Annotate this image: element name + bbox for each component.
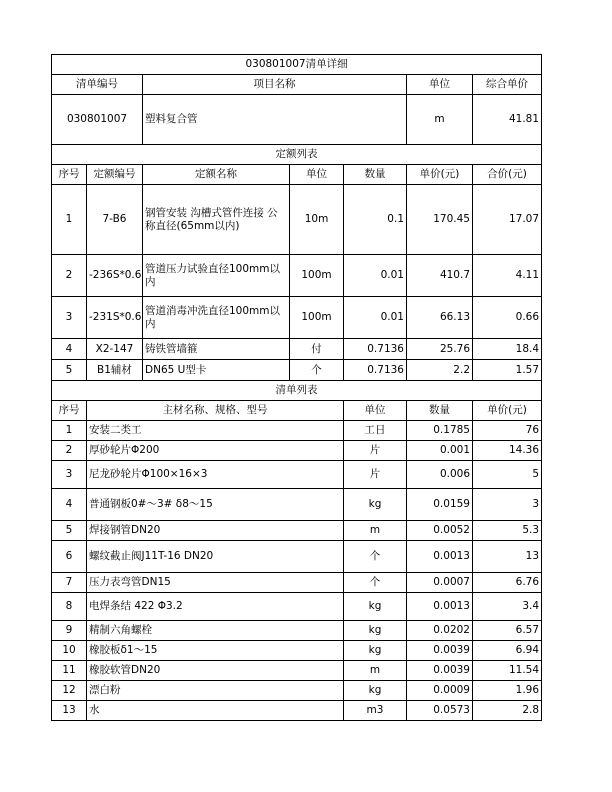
material-no: 4 xyxy=(52,489,87,521)
item-name: 塑料复合管 xyxy=(143,95,407,145)
quota-col-header: 定额名称 xyxy=(143,165,290,185)
quota-qty: 0.01 xyxy=(344,255,407,297)
material-unit: kg xyxy=(344,681,407,701)
material-unit: kg xyxy=(344,593,407,621)
quota-code: 7-B6 xyxy=(87,185,143,255)
quota-unit: 100m xyxy=(290,297,344,339)
material-unit: kg xyxy=(344,621,407,641)
material-qty: 0.006 xyxy=(407,461,473,489)
material-price: 6.57 xyxy=(473,621,542,641)
material-qty: 0.1785 xyxy=(407,421,473,441)
material-name: 橡胶软管DN20 xyxy=(87,661,344,681)
table-row xyxy=(52,360,542,381)
quota-unit: 100m xyxy=(290,255,344,297)
material-unit: m xyxy=(344,661,407,681)
material-qty: 0.0013 xyxy=(407,541,473,573)
material-qty: 0.001 xyxy=(407,441,473,461)
material-name: 水 xyxy=(87,701,344,721)
materials-col-header: 单位 xyxy=(344,401,407,421)
quota-qty: 0.7136 xyxy=(344,360,407,381)
material-qty: 0.0039 xyxy=(407,641,473,661)
quota-name: 钢管安装 沟槽式管件连接 公称直径(65mm以内) xyxy=(143,185,290,255)
table-row xyxy=(52,521,542,541)
table-row xyxy=(52,681,542,701)
quota-unit: 10m xyxy=(290,185,344,255)
material-price: 2.8 xyxy=(473,701,542,721)
material-price: 5.3 xyxy=(473,521,542,541)
detail-table xyxy=(51,54,542,721)
quota-col-header: 单价(元) xyxy=(407,165,473,185)
quota-total: 17.07 xyxy=(473,185,542,255)
material-price: 6.94 xyxy=(473,641,542,661)
table-row xyxy=(52,297,542,339)
table-row xyxy=(52,255,542,297)
material-no: 12 xyxy=(52,681,87,701)
material-no: 1 xyxy=(52,421,87,441)
material-price: 13 xyxy=(473,541,542,573)
quota-qty: 0.01 xyxy=(344,297,407,339)
quota-price: 66.13 xyxy=(407,297,473,339)
material-qty: 0.0159 xyxy=(407,489,473,521)
material-name: 漂白粉 xyxy=(87,681,344,701)
table-row xyxy=(52,701,542,721)
quota-no: 1 xyxy=(52,185,87,255)
material-price: 11.54 xyxy=(473,661,542,681)
unit-header: 单位 xyxy=(407,75,473,95)
table-row xyxy=(52,489,542,521)
material-price: 3.4 xyxy=(473,593,542,621)
page-title: 030801007清单详细 xyxy=(52,55,542,75)
material-qty: 0.0007 xyxy=(407,573,473,593)
quota-col-header: 定额编号 xyxy=(87,165,143,185)
material-qty: 0.0013 xyxy=(407,593,473,621)
table-row xyxy=(52,185,542,255)
material-no: 11 xyxy=(52,661,87,681)
quota-name: 管道消毒冲洗直径100mm以内 xyxy=(143,297,290,339)
table-row xyxy=(52,661,542,681)
material-price: 1.96 xyxy=(473,681,542,701)
item-price: 41.81 xyxy=(473,95,542,145)
material-unit: m xyxy=(344,521,407,541)
quota-qty: 0.1 xyxy=(344,185,407,255)
material-name: 螺纹截止阀J11T-16 DN20 xyxy=(87,541,344,573)
material-no: 5 xyxy=(52,521,87,541)
material-qty: 0.0052 xyxy=(407,521,473,541)
quota-col-header: 单位 xyxy=(290,165,344,185)
quota-section-title: 定额列表 xyxy=(52,145,542,165)
quota-code: -236S*0.6 xyxy=(87,255,143,297)
table-row xyxy=(52,621,542,641)
table-row xyxy=(52,461,542,489)
material-price: 76 xyxy=(473,421,542,441)
material-no: 13 xyxy=(52,701,87,721)
material-price: 6.76 xyxy=(473,573,542,593)
table-row xyxy=(52,421,542,441)
material-qty: 0.0039 xyxy=(407,661,473,681)
quota-price: 410.7 xyxy=(407,255,473,297)
material-no: 3 xyxy=(52,461,87,489)
materials-col-header: 序号 xyxy=(52,401,87,421)
material-no: 7 xyxy=(52,573,87,593)
material-name: 精制六角螺栓 xyxy=(87,621,344,641)
quota-name: DN65 U型卡 xyxy=(143,360,290,381)
price-header: 综合单价 xyxy=(473,75,542,95)
material-name: 压力表弯管DN15 xyxy=(87,573,344,593)
material-name: 尼龙砂轮片Φ100×16×3 xyxy=(87,461,344,489)
material-qty: 0.0573 xyxy=(407,701,473,721)
material-name: 电焊条结 422 Φ3.2 xyxy=(87,593,344,621)
quota-price: 170.45 xyxy=(407,185,473,255)
material-unit: m3 xyxy=(344,701,407,721)
materials-col-header: 单价(元) xyxy=(473,401,542,421)
quota-no: 4 xyxy=(52,339,87,360)
material-unit: 工日 xyxy=(344,421,407,441)
material-no: 8 xyxy=(52,593,87,621)
material-name: 焊接钢管DN20 xyxy=(87,521,344,541)
table-row xyxy=(52,441,542,461)
table-row xyxy=(52,593,542,621)
material-name: 普通钢板0#～3# δ8～15 xyxy=(87,489,344,521)
material-qty: 0.0202 xyxy=(407,621,473,641)
materials-col-header: 主材名称、规格、型号 xyxy=(87,401,344,421)
quota-name: 铸铁管墙箍 xyxy=(143,339,290,360)
material-unit: kg xyxy=(344,641,407,661)
quota-price: 2.2 xyxy=(407,360,473,381)
code-header: 清单编号 xyxy=(52,75,143,95)
table-row xyxy=(52,339,542,360)
materials-rows xyxy=(52,421,542,721)
quota-col-header: 数量 xyxy=(344,165,407,185)
quota-no: 5 xyxy=(52,360,87,381)
material-price: 3 xyxy=(473,489,542,521)
material-qty: 0.0009 xyxy=(407,681,473,701)
quota-unit: 个 xyxy=(290,360,344,381)
table-row xyxy=(52,641,542,661)
material-unit: 个 xyxy=(344,573,407,593)
material-price: 5 xyxy=(473,461,542,489)
material-unit: 个 xyxy=(344,541,407,573)
materials-section-title: 清单列表 xyxy=(52,381,542,401)
material-name: 安装二类工 xyxy=(87,421,344,441)
quota-no: 3 xyxy=(52,297,87,339)
material-unit: 片 xyxy=(344,461,407,489)
quota-code: B1辅材 xyxy=(87,360,143,381)
quota-col-header: 合价(元) xyxy=(473,165,542,185)
material-name: 橡胶板δ1～15 xyxy=(87,641,344,661)
quota-unit: 付 xyxy=(290,339,344,360)
quota-total: 1.57 xyxy=(473,360,542,381)
material-unit: 片 xyxy=(344,441,407,461)
material-price: 14.36 xyxy=(473,441,542,461)
item-code: 030801007 xyxy=(52,95,143,145)
quota-total: 4.11 xyxy=(473,255,542,297)
name-header: 项目名称 xyxy=(143,75,407,95)
quota-price: 25.76 xyxy=(407,339,473,360)
table-row xyxy=(52,541,542,573)
quota-no: 2 xyxy=(52,255,87,297)
quota-code: X2-147 xyxy=(87,339,143,360)
material-name: 厚砂轮片Φ200 xyxy=(87,441,344,461)
material-no: 10 xyxy=(52,641,87,661)
table-row xyxy=(52,573,542,593)
quota-qty: 0.7136 xyxy=(344,339,407,360)
quota-total: 18.4 xyxy=(473,339,542,360)
quota-total: 0.66 xyxy=(473,297,542,339)
material-no: 6 xyxy=(52,541,87,573)
material-no: 9 xyxy=(52,621,87,641)
material-no: 2 xyxy=(52,441,87,461)
item-unit: m xyxy=(407,95,473,145)
material-unit: kg xyxy=(344,489,407,521)
materials-col-header: 数量 xyxy=(407,401,473,421)
quota-name: 管道压力试验直径100mm以内 xyxy=(143,255,290,297)
quota-code: -231S*0.6 xyxy=(87,297,143,339)
quota-col-header: 序号 xyxy=(52,165,87,185)
